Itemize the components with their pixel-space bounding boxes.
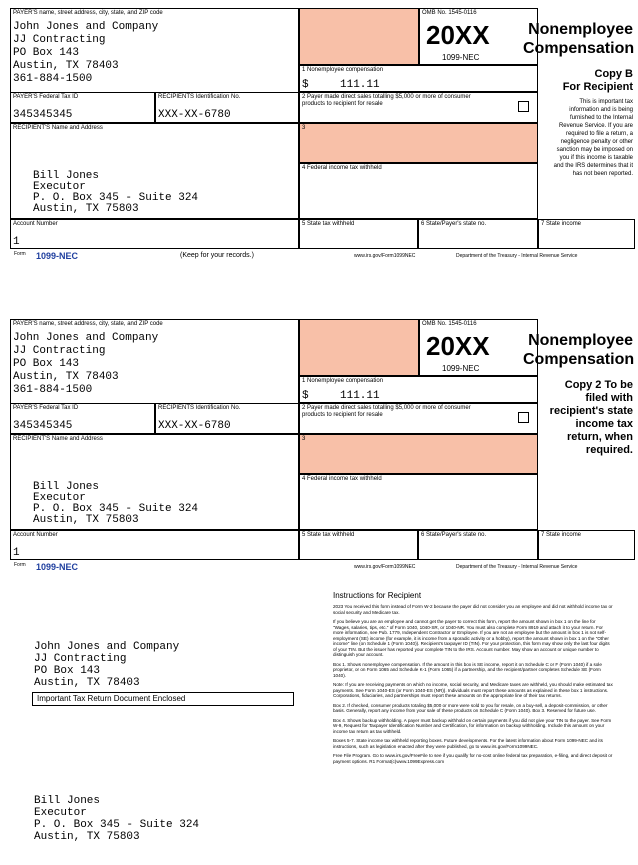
omb-box-2 bbox=[419, 319, 538, 376]
copy-2-heading: Copy 2 To be filed with recipient's state income tax return, when required. bbox=[549, 379, 633, 456]
box4 bbox=[299, 163, 538, 219]
box2-checkbox[interactable] bbox=[518, 101, 529, 112]
form-code-footer-2: 1099-NEC bbox=[36, 562, 79, 572]
irs-url-2: www.irs.gov/Form1099NEC bbox=[354, 564, 416, 570]
payer2-line-5: 361-884-1500 bbox=[13, 384, 93, 396]
account-value: 1 bbox=[13, 236, 20, 248]
instr-para-6: Box 4. Shows backup withholding. A payer must backup withhold on certain payments if you did not give your TIN to the payer. See Form W-9, Request for Taxpayer Identification Number and Certification, for information on backup withholding. Include this amount on your income tax return as tax withheld. bbox=[333, 717, 612, 734]
recipient-line-1: Bill Jones bbox=[33, 170, 100, 182]
copy-b-heading-2: For Recipient bbox=[562, 81, 633, 93]
payer-label-2: PAYER'S name, street address, city, state, and ZIP code bbox=[13, 321, 163, 327]
box3 bbox=[299, 123, 538, 163]
recipient-line-3: P. O. Box 345 - Suite 324 bbox=[33, 192, 199, 204]
box1 bbox=[299, 65, 538, 92]
payer-tin: 345345345 bbox=[13, 109, 73, 121]
env-payer-line-3: PO Box 143 bbox=[34, 665, 101, 677]
payer-tin-label-2: PAYER'S Federal Tax ID bbox=[13, 405, 79, 411]
env-recipient-line-3: P. O. Box 345 - Suite 324 bbox=[34, 819, 200, 831]
box1-label-2: 1 Nonemployee compensation bbox=[302, 378, 384, 384]
env-payer-line-2: JJ Contracting bbox=[34, 653, 127, 665]
recipient2-line-2: Executor bbox=[33, 492, 86, 504]
copy-b-note: This is important tax information and is being furnished to the Internal Revenue Service. If you are required to file a return, a negligence penalty or other sanction may be imposed on you if this income is taxable and the IRS determines that it has not been reported. bbox=[553, 99, 633, 177]
account-box bbox=[10, 219, 299, 249]
box4-label-2: 4 Federal income tax withheld bbox=[302, 476, 382, 482]
payer-line-5: 361-884-1500 bbox=[13, 73, 93, 85]
box5-2 bbox=[299, 530, 418, 560]
box1-value-2: 111.11 bbox=[340, 390, 380, 402]
treasury-dept-2: Department of the Treasury - Internal Revenue Service bbox=[456, 564, 578, 570]
env-recipient-line-4: Austin, TX 75803 bbox=[34, 831, 140, 843]
box7-label: 7 State income bbox=[541, 221, 582, 227]
recipient-label-2: RECIPIENT'S Name and Address bbox=[13, 436, 103, 442]
payer2-line-2: JJ Contracting bbox=[13, 345, 106, 357]
box3-label: 3 bbox=[302, 125, 306, 131]
recipient-line-2: Executor bbox=[33, 181, 86, 193]
box1-dollar-2: $ bbox=[302, 390, 309, 402]
payer2-line-4: Austin, TX 78403 bbox=[13, 371, 119, 383]
box1-dollar: $ bbox=[302, 79, 309, 91]
instructions-title: Instructions for Recipient bbox=[333, 591, 422, 600]
instr-para-1: 2023 You received this form instead of Form W-2 because the payer did not consider you an employee and did not withhold income tax or social security and Medicare tax. bbox=[333, 604, 613, 615]
payer-line-1: John Jones and Company bbox=[13, 21, 159, 33]
payer-line-2: JJ Contracting bbox=[13, 34, 106, 46]
account-label-2: Account Number bbox=[13, 532, 58, 538]
env-payer-line-4: Austin, TX 78403 bbox=[34, 677, 140, 689]
tax-year-2: 20XX bbox=[426, 331, 490, 361]
box2-label-2: 2 Payer made direct sales totalling $5,000 or more of consumer products to recipient for resale bbox=[302, 405, 471, 418]
recipient-box-2 bbox=[10, 434, 299, 530]
account-value-2: 1 bbox=[13, 547, 20, 559]
copy-b-heading-1: Copy B bbox=[594, 68, 633, 80]
payer-box bbox=[10, 8, 299, 93]
recipient-tin-box-2 bbox=[155, 403, 299, 434]
box7-2 bbox=[538, 530, 635, 560]
box4-2 bbox=[299, 474, 538, 530]
box6-label: 6 State/Payer's state no. bbox=[421, 221, 487, 227]
payer-box-2 bbox=[10, 319, 299, 404]
treasury-dept: Department of the Treasury - Internal Revenue Service bbox=[456, 253, 578, 259]
payer-line-3: PO Box 143 bbox=[13, 47, 80, 59]
recipient2-line-3: P. O. Box 345 - Suite 324 bbox=[33, 503, 199, 515]
box5-label: 5 State tax withheld bbox=[302, 221, 355, 227]
irs-url: www.irs.gov/Form1099NEC bbox=[354, 253, 416, 259]
recipient2-line-4: Austin, TX 75803 bbox=[33, 514, 139, 526]
env-recipient-line-2: Executor bbox=[34, 807, 87, 819]
form-title-1: Nonemployee bbox=[528, 21, 633, 38]
instr-para-8: Free File Program. Go to www.irs.gov/FreeFile to see if you qualify for no-cost online federal tax preparation, e-filing, and direct deposit or payment options. R1 Format(c)www.1099Express.com bbox=[333, 753, 613, 764]
omb-number-2: OMB No. 1545-0116 bbox=[422, 321, 477, 327]
box1-label: 1 Nonemployee compensation bbox=[302, 67, 384, 73]
form-word-2: Form bbox=[14, 562, 26, 568]
payer2-line-3: PO Box 143 bbox=[13, 358, 80, 370]
copy-b-form bbox=[10, 8, 635, 248]
box2-checkbox-2[interactable] bbox=[518, 412, 529, 423]
box5-label-2: 5 State tax withheld bbox=[302, 532, 355, 538]
recipient-line-4: Austin, TX 75803 bbox=[33, 203, 139, 215]
box2 bbox=[299, 92, 538, 123]
payer-tin-box-2 bbox=[10, 403, 155, 434]
box4-label: 4 Federal income tax withheld bbox=[302, 165, 382, 171]
account-box-2 bbox=[10, 530, 299, 560]
env-payer-line-1: John Jones and Company bbox=[34, 641, 180, 653]
box6-label-2: 6 State/Payer's state no. bbox=[421, 532, 487, 538]
payer-line-4: Austin, TX 78403 bbox=[13, 60, 119, 72]
important-notice: Important Tax Return Document Enclosed bbox=[32, 692, 294, 706]
box7 bbox=[538, 219, 635, 249]
account-label: Account Number bbox=[13, 221, 58, 227]
payer2-line-1: John Jones and Company bbox=[13, 332, 159, 344]
instr-para-2: If you believe you are an employee and cannot get the payer to correct this form, report the amount shown in box 1 on the line for "Wages, salaries, tips, etc." of Form 1040, 1040-SR, or 1040-NR. You must also complete Form 8919 and attach it to your return. For more information, see Pub. 1779, Independent Contractor or Employee. If you are not an employee but the amount in box 1 is not self-employment (SE) income (for example, it is income from a sporadic activity or a hobby), report the amount shown in box 1 on the "Other income" line (on Schedule 1 (Form 1040)). Recipient's taxpayer ID (TIN). For your protection, this form may show only the last four digits of your TIN. But the issuer has reported your complete TIN to the IRS. Account number. May show an account or unique number to distinguish your account. bbox=[333, 619, 610, 657]
box1-2 bbox=[299, 376, 538, 403]
tax-year: 20XX bbox=[426, 20, 490, 50]
instr-para-5: Box 2. If checked, consumer products totaling $5,000 or more were sold to you for resale, on a buy-sell, a deposit-commission, or other basis. Generally, report any income from your sale of these products on Schedule C (Form 1040). Box 3. Reserved for future use. bbox=[333, 702, 608, 713]
payer-tin-box bbox=[10, 92, 155, 123]
box3-label-2: 3 bbox=[302, 436, 306, 442]
box1-value: 111.11 bbox=[340, 79, 380, 91]
form-code: 1099-NEC bbox=[442, 53, 480, 62]
form-word: Form bbox=[14, 251, 26, 257]
instr-para-3: Box 1. Shows nonemployee compensation. If the amount in this box is SE income, report it on Schedule C or F (Form 1040) if a sole proprietor, or on Form 1065 and Schedule K-1 (Form 1065) if a partnership, and the recipient/partner completes Schedule SE (Form 1040). bbox=[333, 661, 602, 678]
instr-para-7: Boxes 5-7. State income tax withheld reporting boxes. Future developments. For the latest information about Form 1099-NEC and its instructions, such as legislation enacted after they were published, go to www.irs.gov/Form1099NEC. bbox=[333, 738, 603, 749]
recipient-tin-2: XXX-XX-6780 bbox=[158, 420, 231, 432]
recipient-tin: XXX-XX-6780 bbox=[158, 109, 231, 121]
recipient-tin-label: RECIPIENTS Identification No. bbox=[158, 94, 241, 100]
copy-2-form bbox=[10, 319, 635, 559]
recipient-tin-box bbox=[155, 92, 299, 123]
recipient-label: RECIPIENT'S Name and Address bbox=[13, 125, 103, 131]
recipient-tin-label-2: RECIPIENTS Identification No. bbox=[158, 405, 241, 411]
omb-number: OMB No. 1545-0116 bbox=[422, 10, 477, 16]
form2-title-2: Compensation bbox=[523, 351, 635, 368]
recipient-box bbox=[10, 123, 299, 219]
payer-label: PAYER'S name, street address, city, state, and ZIP code bbox=[13, 10, 163, 16]
recipient2-line-1: Bill Jones bbox=[33, 481, 100, 493]
box2-2 bbox=[299, 403, 538, 434]
form-code-footer: 1099-NEC bbox=[36, 251, 79, 261]
env-recipient-line-1: Bill Jones bbox=[34, 795, 101, 807]
box3-2 bbox=[299, 434, 538, 474]
instructions-body bbox=[333, 604, 613, 768]
omb-box bbox=[419, 8, 538, 65]
payer-tin-2: 345345345 bbox=[13, 420, 73, 432]
form2-title-1: Nonemployee bbox=[528, 332, 633, 349]
peach-top-box-2 bbox=[299, 319, 419, 376]
box2-label: 2 Payer made direct sales totalling $5,000 or more of consumer products to recipient for resale bbox=[302, 94, 471, 107]
payer-tin-label: PAYER'S Federal Tax ID bbox=[13, 94, 79, 100]
box5 bbox=[299, 219, 418, 249]
instr-para-4: Note: If you are receiving payments on which no income, social security, and Medicare taxes are withheld, you should make estimated tax payments. See Form 1040-ES (or Form 1040-ES (NR)). Individuals must report these amounts as explained in these box 1 instructions. Corporations, fiduciaries, and partnerships must report these amounts on the appropriate line of their tax returns. bbox=[333, 682, 613, 698]
box6 bbox=[418, 219, 538, 249]
keep-records: (Keep for your records.) bbox=[180, 252, 254, 259]
peach-top-box bbox=[299, 8, 419, 65]
form-title-2: Compensation bbox=[523, 40, 635, 57]
box6-2 bbox=[418, 530, 538, 560]
box7-label-2: 7 State income bbox=[541, 532, 582, 538]
form-code-2: 1099-NEC bbox=[442, 364, 480, 373]
